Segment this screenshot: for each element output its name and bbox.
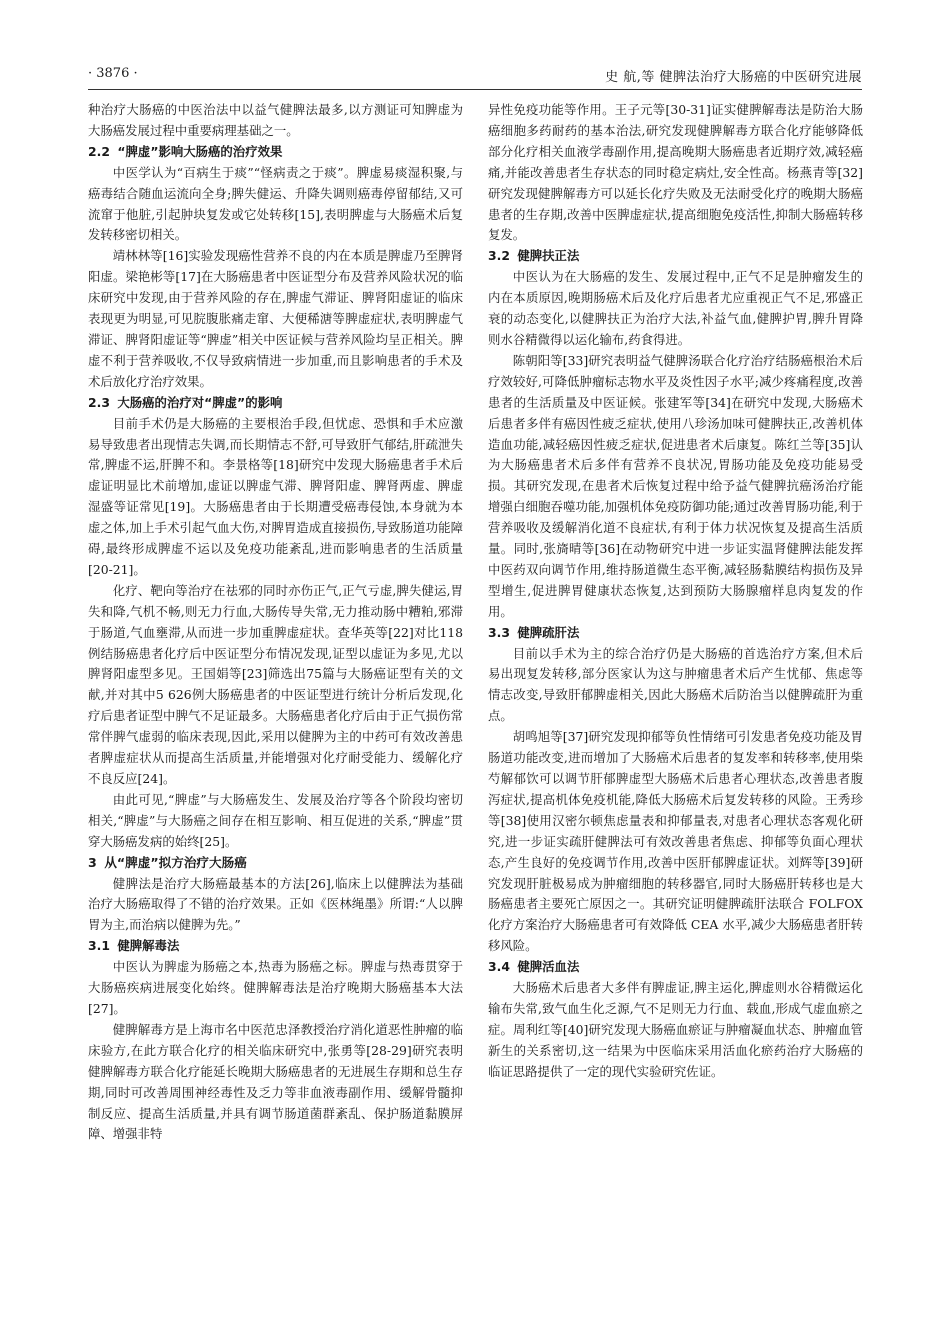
- section-heading-3-3: 3.3 健脾疏肝法: [488, 624, 580, 640]
- paragraph: 胡鸣旭等[37]研究发现抑郁等负性情绪可引发患者免疫功能及胃肠道功能改变,进而增加了大肠癌术后患者的复发率和转移率,使用柴芍解郁饮可以调节肝郁脾虚型大肠癌术后患者心理状态,改善患者腹泻症状,提高机体免疫机能,降低大肠癌术后复发转移的风险。王秀珍等[38]使用汉密尔顿焦虑量表和抑郁量表,对患者心理状态客观化研究,进一步证实疏肝健脾法可有效改善患者焦虑、抑郁等负面心理状态,产生良好的免疫调节作用,改善中医肝郁脾虚证状。刘辉等[39]研究发现肝脏极易成为肿瘤细胞的转移器官,同时大肠癌肝转移也是大肠癌患者主要死亡原因之一。其研究证明健脾疏肝法联合 FOLFOX 化疗方案治疗大肠癌患者可有效降低 CEA 水平,减少大肠癌患者肝转移风险。: [488, 729, 863, 954]
- paragraph: 中医认为在大肠癌的发生、发展过程中,正气不足是肿瘤发生的内在本质原因,晚期肠癌术后及化疗后患者尤应重视正气不足,邪盛正衰的动态变化,以健脾扶正为治疗大法,补益气血,健脾护胃,脾升胃降则水谷精微得以运化输布,药食得进。: [488, 269, 863, 347]
- section-heading-3-2: 3.2 健脾扶正法: [488, 248, 580, 264]
- section-heading-3: 3 从“脾虚”拟方治疗大肠癌: [88, 854, 247, 870]
- paragraph: 中医认为脾虚为肠癌之本,热毒为肠癌之标。脾虚与热毒贯穿于大肠癌疾病进展变化始终。健脾解毒法是治疗晚期大肠癌基本大法[27]。: [88, 959, 463, 1016]
- left-column: [88, 100, 463, 1145]
- paragraph: 中医学认为“百病生于痰”“怪病责之于痰”。脾虚易痰湿积聚,与癌毒结合随血运流向全身;脾失健运、升降失调则癌毒停留郁结,又可流窜于他脏,引起肿块复发或它处转移[15],表明脾虚与大肠癌术后复发转移密切相关。: [88, 164, 463, 243]
- paragraph: 健脾法是治疗大肠癌最基本的方法[26],临床上以健脾法为基础治疗大肠癌取得了不错的治疗效果。正如《医林绳墨》所谓:“人以脾胃为主,而治病以健脾为先。”: [88, 875, 463, 933]
- paragraph: 目前以手术为主的综合治疗仍是大肠癌的首选治疗方案,但术后易出现复发转移,部分医家认为这与肿瘤患者术后产生忧郁、焦虑等情志改变,导致肝郁脾虚相关,因此大肠癌术后防治当以健脾疏肝为重点。: [488, 645, 863, 724]
- paragraph: 化疗、靶向等治疗在祛邪的同时亦伤正气,正气亏虚,脾失健运,胃失和降,气机不畅,则无力行血,大肠传导失常,无力推动肠中糟粕,邪滞于肠道,气血壅滞,从而进一步加重脾虚症状。查华英等[22]对比118例结肠癌患者化疗后中医证型分布情况发现,证型以虚证为多见,尤以脾肾阳虚型多见。王国娟等[23]筛选出75篇与大肠癌证型有关的文献,并对其中5 626例大肠癌患者的中医证型进行统计分析后发现,化疗后患者证型中脾气不足证最多。大肠癌患者化疗后由于正气损伤常常伴脾气虚弱的临床表现,因此,采用以健脾为主的中药可有效改善患者脾虚症状从而提高生活质量,并能增强对化疗耐受能力、缓解化疗不良反应[24]。: [88, 582, 463, 786]
- paragraph: 健脾解毒方是上海市名中医范忠泽教授治疗消化道恶性肿瘤的临床验方,在此方联合化疗的相关临床研究中,张勇等[28-29]研究表明健脾解毒方联合化疗能延长晚期大肠癌患者的无进展生存期和总生存期,同时可改善周围神经毒性及乏力等非血液毒副作用、缓解骨髓抑制反应、提高生活质量,并具有调节肠道菌群紊乱、保护肠道黏膜屏障、增强非特: [88, 1021, 463, 1142]
- section-heading-3-4: 3.4 健脾活血法: [488, 959, 580, 975]
- paragraph: 陈朝阳等[33]研究表明益气健脾汤联合化疗治疗结肠癌根治术后疗效较好,可降低肿瘤标志物水平及炎性因子水平;减少疼痛程度,改善患者的生活质量及中医证候。张建军等[34]在研究中发现,大肠癌术后患者多伴有癌因性疲乏症状,使用八珍汤加味可健脾扶正,改善机体造血功能,减轻癌因性疲乏症状,促进患者术后康复。陈红兰等[35]认为大肠癌患者术后多伴有营养不良状况,胃肠功能及免疫功能易受损。其研究发现,在患者术后恢复过程中给予益气健脾抗癌汤治疗能增强白细胞吞噬功能,加强机体免疫防御功能;通过改善胃肠功能,利于营养吸收及缓解消化道不良症状,有利于体力状况恢复及提高生活质量。同时,张旖晴等[36]在动物研究中进一步证实温肾健脾法能发挥中医药双向调节作用,维持肠道微生态平衡,减轻肠黏膜结构损伤及异型增生,促进脾胃健康状态恢复,达到预防大肠腺瘤样息肉复发的作用。: [488, 352, 863, 619]
- paragraph: 种治疗大肠癌的中医治法中以益气健脾法最多,以方测证可知脾虚为大肠癌发展过程中重要病理基础之一。: [88, 102, 463, 138]
- paragraph: 靖林林等[16]实验发现癌性营养不良的内在本质是脾虚乃至脾肾阳虚。梁艳彬等[17]在大肠癌患者中医证型分布及营养风险状况的临床研究中发现,由于营养风险的存在,脾虚气滞证、脾肾阳虚证的临床表现更为明显,可见脘腹胀痛走窜、大便稀溏等脾虚症状,表明脾虚气滞证、脾肾阳虚证等“脾虚”相关中医证候与营养风险均呈正相关。脾虚不利于营养吸收,不仅导致病情进一步加重,而且影响患者的手术及术后放化疗治疗效果。: [88, 248, 463, 389]
- paragraph: 异性免疫功能等作用。王子元等[30-31]证实健脾解毒法是防治大肠癌细胞多药耐药的基本治法,研究发现健脾解毒方联合化疗能够降低部分化疗相关血液学毒副作用,提高晚期大肠癌患者近期疗效,减轻癌痛,并能改善患者生存状态的同时稳定病灶,安全性高。杨燕青等[32]研究发现健脾解毒方可以延长化疗失败及无法耐受化疗的晚期大肠癌患者的生存期,改善中医脾虚症状,提高细胞免疫活性,抑制大肠癌转移复发。: [488, 102, 863, 243]
- page-header: [88, 62, 862, 86]
- paragraph: 大肠癌术后患者大多伴有脾虚证,脾主运化,脾虚则水谷精微运化输布失常,致气血生化乏源,气不足则无力行血、载血,形成气虚血瘀之症。周利红等[40]研究发现大肠癌血瘀证与肿瘤凝血状态、肿瘤血管新生的关系密切,这一结果为中医临床采用活血化瘀药治疗大肠癌的临证思路提供了一定的现代实验研究佐证。: [488, 980, 863, 1079]
- paragraph: 目前手术仍是大肠癌的主要根治手段,但忧虑、恐惧和手术应激易导致患者出现情志失调,而长期情志不舒,可导致肝气郁结,肝疏泄失常,脾虚不运,肝脾不和。李景格等[18]研究中发现大肠癌患者手术后虚证明显比术前增加,虚证以脾虚气滞、脾肾阳虚、脾肾两虚、脾虚湿盛等证常见[19]。大肠癌患者由于长期遭受癌毒侵蚀,本身就为本虚之体,加上手术引起气血大伤,对脾胃造成直接损伤,导致肠道功能障碍,最终形成脾虚不运以及免疫功能紊乱,进而影响患者的生活质量[20-21]。: [88, 415, 463, 577]
- right-column: [488, 100, 863, 1083]
- header-rule: [88, 89, 862, 90]
- paragraph: 由此可见,“脾虚”与大肠癌发生、发展及治疗等各个阶段均密切相关,“脾虚”与大肠癌之间存在相互影响、相互促进的关系,“脾虚”贯穿大肠癌发病的始终[25]。: [88, 791, 463, 849]
- running-title: 史 航,等 健脾法治疗大肠癌的中医研究进展: [605, 70, 862, 85]
- section-heading-2-3: 2.3 大肠癌的治疗对“脾虚”的影响: [88, 394, 283, 410]
- page-number: · 3876 ·: [88, 66, 138, 81]
- section-heading-2-2: 2.2 “脾虚”影响大肠癌的治疗效果: [88, 143, 283, 159]
- section-heading-3-1: 3.1 健脾解毒法: [88, 938, 180, 954]
